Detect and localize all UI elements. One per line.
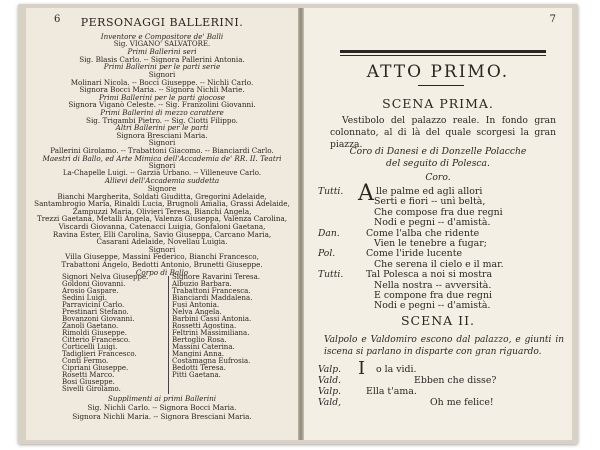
cast-line: Sig. Blasis Carlo. -- Signora Pallerini Antonia. bbox=[79, 54, 245, 64]
speaker-label: Valp. bbox=[318, 364, 342, 375]
corpo-name: Rosetti Marco. bbox=[62, 371, 115, 379]
cast-line: Signore bbox=[147, 184, 177, 193]
cast-line: Signora Viganò Celeste. -- Sig. Franzolini Giovanni. bbox=[68, 100, 256, 110]
corpo-name: Bovanzoni Giovanni. bbox=[62, 315, 135, 323]
header-rule-thin bbox=[340, 55, 546, 56]
speaker-label: Dan. bbox=[318, 227, 340, 239]
page-number-right: 7 bbox=[549, 14, 556, 25]
speaker-label: Vald, bbox=[318, 397, 342, 408]
cast-line: Sig. Trigambi Pietro. -- Sig. Ciotti Filippo. bbox=[86, 115, 238, 125]
stage-direction: Valpolo e Valdomiro escono dal palazzo, e giunti in iscena si parlano in disparte con gran riguardo. bbox=[324, 335, 564, 357]
cast-line: Corpo di Ballo bbox=[135, 267, 189, 277]
cast-line: Ravina Ester, Elli Carolina, Savio Giuseppa, Carcano Maria, bbox=[52, 229, 272, 239]
cast-line: Signori bbox=[148, 70, 176, 79]
cast-line: Signori bbox=[148, 161, 176, 171]
dialogue-line: Oh me felice! bbox=[430, 397, 494, 408]
cast-title: PERSONAGGI BALLERINI. bbox=[80, 16, 244, 29]
corpo-column-men bbox=[62, 274, 166, 393]
corpo-name: Massini Caterina. bbox=[172, 343, 235, 351]
header-rule-thick bbox=[340, 50, 546, 53]
cast-line: Signori bbox=[148, 244, 176, 254]
left-page bbox=[26, 8, 298, 440]
speaker-label: Vald. bbox=[318, 375, 342, 386]
supplementi-line: Sig. Nichli Carlo. -- Signora Bocci Maria. bbox=[87, 403, 237, 412]
open-book bbox=[18, 4, 578, 444]
verse-line: Che serena il cielo e il mar. bbox=[374, 258, 504, 270]
corpo-name: Costamagna Eufrosia. bbox=[172, 357, 251, 365]
verse-line: Come l'iride lucente bbox=[366, 248, 463, 260]
page-number-left: 6 bbox=[54, 14, 61, 25]
drop-cap: I bbox=[358, 358, 366, 379]
corpo-name: Rimoldi Giuseppe. bbox=[62, 329, 127, 337]
corpo-name: Trabattoni Francesca. bbox=[172, 287, 251, 295]
corpo-name: Citterio Francesco. bbox=[62, 336, 131, 344]
cast-line: Maestri di Ballo, ed Arte Mimica dell'Accademia de' RR. II. Teatri bbox=[42, 153, 282, 163]
verse-line: Serti e fiori -- unì beltà, bbox=[374, 196, 486, 208]
right-page bbox=[304, 8, 572, 440]
corpo-name: Signori Nelva Giuseppe. bbox=[62, 273, 149, 281]
scene-one-title: SCENA PRIMA. bbox=[382, 96, 494, 111]
corpo-name: Bertoglio Rosa. bbox=[172, 336, 227, 344]
corpo-name: Conti Fermo. bbox=[62, 357, 109, 365]
corpo-name: Bedotti Teresa. bbox=[172, 364, 226, 372]
cast-line: Inventore e Compositore de' Balli bbox=[100, 32, 224, 41]
verse-line: E compone fra due regni bbox=[374, 290, 492, 301]
scene-setting: Vestibolo del palazzo reale. In fondo gran colonnato, al di là del quale scorgesi la gran piazza. bbox=[330, 115, 556, 150]
corpo-name: Bianciardi Maddalena. bbox=[172, 294, 253, 302]
speaker-label: Tutti. bbox=[318, 269, 344, 281]
speaker-label: Tutti. bbox=[318, 186, 344, 197]
corpo-name: Tadiglieri Francesco. bbox=[62, 350, 137, 358]
corpo-name: Cipriani Giuseppe. bbox=[62, 364, 129, 372]
cast-line: Zampuzzi Maria, Olivieri Teresa, Bianchi Angela, bbox=[72, 206, 252, 216]
corpo-name: Arosio Gaspare. bbox=[62, 287, 119, 295]
cast-line: Primi Ballerini per le parti serie bbox=[103, 62, 221, 72]
corpo-name: Sivelli Girolamo. bbox=[62, 385, 121, 393]
verse-line: Vien le tenebre a fugar; bbox=[374, 238, 487, 249]
act-rule bbox=[418, 85, 464, 86]
cast-line: Signora Bresciani Maria. bbox=[116, 130, 208, 140]
dialogue-line: Ebben che disse? bbox=[414, 375, 497, 386]
corpo-name: Rossetti Agostina. bbox=[172, 322, 237, 330]
corpo-name: Bosi Giuseppe. bbox=[62, 378, 115, 386]
cast-line: Bianchi Margherita, Soldati Giuditta, Gregorini Adelaide, bbox=[57, 191, 267, 201]
cast-line: Primi Ballerini per le parti giocose bbox=[98, 92, 226, 102]
corpo-name: Mangini Anna. bbox=[172, 350, 225, 358]
dialogue-line: Ella t'ama. bbox=[366, 386, 417, 397]
verse-line: Che compose fra due regni bbox=[374, 206, 503, 218]
cast-line: Trezzi Gaetana, Metalli Angela, Valenza Giuseppa, Valenza Carolina, bbox=[36, 214, 288, 224]
corpo-name: Nelva Angela. bbox=[172, 308, 222, 316]
cast-line: La-Chapelle Luigi. -- Garzia Urbano. -- Villeneuve Carlo. bbox=[62, 168, 262, 177]
verse-line: Nella nostra -- avversità. bbox=[374, 279, 492, 291]
drop-cap: A bbox=[358, 181, 374, 206]
cast-line: Primi Ballerini seri bbox=[127, 47, 197, 57]
corpo-di-ballo-list bbox=[62, 274, 272, 394]
corpo-name: Corticelli Luigi. bbox=[62, 343, 118, 351]
corpo-name: Sedini Luigi. bbox=[62, 294, 107, 302]
corpo-name: Barbini Cassi Antonia. bbox=[172, 315, 252, 323]
scene-two-title: SCENA II. bbox=[400, 313, 476, 328]
verse-line: Nodi e pegni -- d'amistà. bbox=[374, 300, 491, 312]
cast-line: Primi Ballerini di mezzo carattere bbox=[100, 108, 224, 117]
chorus-direction: Coro di Danesi e di Donzelle Polacche bbox=[349, 146, 527, 157]
corpo-name: Pitti Gaetana. bbox=[172, 371, 221, 379]
dialogue-line: o la vidi. bbox=[376, 364, 417, 375]
corpo-name: Zanoli Gaetano. bbox=[62, 322, 119, 330]
cast-line: Viscardi Giovanna, Catenacci Luigia, Gonfaloni Gaetana, bbox=[58, 222, 266, 231]
speaker-label: Pol. bbox=[318, 248, 336, 260]
cast-line: Signora Bocci Maria. -- Signora Nichli Marie. bbox=[79, 85, 245, 95]
cast-line: Molinari Nicola. -- Bocci Giuseppe. -- Nichli Carlo. bbox=[70, 77, 254, 87]
column-divider bbox=[168, 276, 169, 394]
supplementi-title: Supplimenti ai primi Ballerini bbox=[107, 394, 217, 403]
chorus-direction: del seguito di Polesca. bbox=[386, 158, 490, 169]
corpo-column-women bbox=[172, 274, 276, 379]
cast-line: Trabattoni Angelo, Bedotti Antonio, Brunetti Giuseppe. bbox=[61, 260, 263, 269]
verse-line: Come l'alba che ridente bbox=[366, 227, 480, 239]
corpo-name: Prestinari Stefano. bbox=[62, 308, 129, 316]
corpo-name: Parravicini Carlo. bbox=[62, 301, 125, 309]
cast-line: Signori bbox=[148, 138, 176, 148]
speaker-label: Valp. bbox=[318, 386, 342, 397]
cast-line: Casarani Adelaide, Novellau Luigia. bbox=[96, 237, 228, 247]
cast-line: Sig. VIGANO' SALVATORE. bbox=[113, 39, 211, 48]
verse-line: Nodi e pegni -- d'amistà. bbox=[374, 217, 491, 229]
cast-line: Villa Giuseppe, Massini Federico, Bianchi Francesco, bbox=[65, 252, 259, 262]
corpo-name: Fusi Antonia. bbox=[172, 301, 220, 309]
cast-line: Santambrogio Maria, Rinaldi Lucia, Brugnoli Amalia, Grassi Adelaide, bbox=[34, 199, 290, 209]
corpo-name: Signore Ravarini Teresa. bbox=[172, 273, 260, 281]
supplementi-line: Signora Nichli Maria. -- Signora Bresciani Maria. bbox=[72, 412, 252, 421]
coro-label: Coro. bbox=[425, 172, 451, 183]
corpo-name: Goldoni Giovanni. bbox=[62, 280, 126, 288]
cast-line: Altri Ballerini per le parti bbox=[115, 123, 209, 133]
verse-line: lle palme ed agli allori bbox=[376, 186, 483, 197]
corpo-name: Feltrini Massimiliana. bbox=[172, 329, 250, 337]
cast-line: Allievi dell'Accademia suddetta bbox=[104, 176, 220, 186]
act-title: ATTO PRIMO. bbox=[366, 62, 510, 82]
cast-line: Pallerini Girolamo. -- Trabattoni Giacomo. -- Bianciardi Carlo. bbox=[50, 146, 274, 155]
verse-line: Tal Polesca a noi si mostra bbox=[366, 269, 493, 281]
corpo-name: Albuzio Barbara. bbox=[172, 280, 232, 288]
